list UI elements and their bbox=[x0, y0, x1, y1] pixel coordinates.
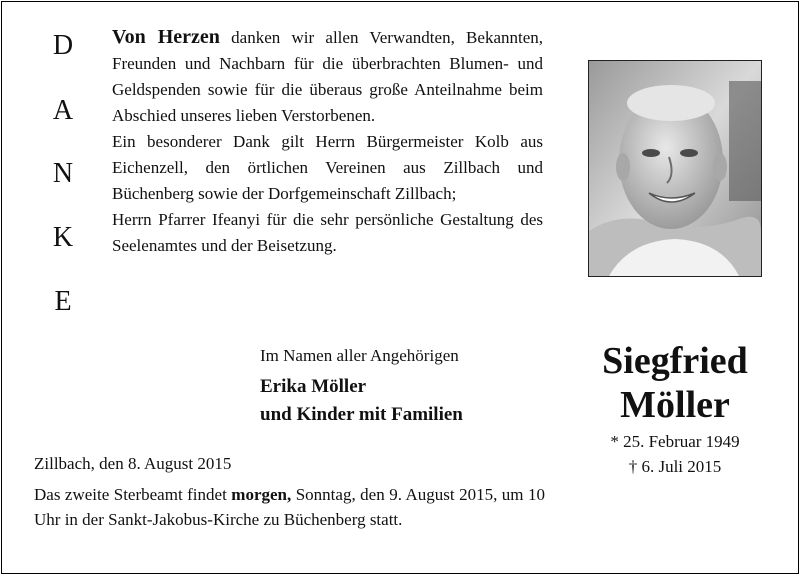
deceased-last-name: Möller bbox=[620, 384, 730, 426]
signature-family: und Kinder mit Familien bbox=[260, 404, 463, 425]
thanks-paragraph-1 bbox=[112, 24, 543, 129]
signature-intro: Im Namen aller Angehörigen bbox=[260, 346, 459, 365]
obituary-thanks-card bbox=[1, 1, 799, 574]
thanks-text bbox=[112, 24, 543, 259]
service-note-before: Das zweite Sterbeamt findet bbox=[34, 485, 232, 504]
thanks-paragraph-2: Ein besonderer Dank gilt Herrn Bürgermeister Kolb aus Eichenzell, den örtlichen Vereinen aus Zillbach und Büchenberg sowie der Dorfgemeinschaft Zillbach; bbox=[112, 132, 543, 203]
service-note bbox=[34, 482, 545, 532]
service-note-bold: morgen, bbox=[231, 485, 292, 504]
place-date: Zillbach, den 8. August 2015 bbox=[34, 454, 232, 473]
service-note-after: Sonntag, den 9. August 2015, um 10 Uhr in der Sankt-Jakobus-Kirche zu Büchenberg statt. bbox=[34, 485, 546, 529]
danke-letter-e: E bbox=[54, 286, 72, 317]
deceased-first-name: Siegfried bbox=[602, 340, 748, 382]
thanks-paragraph-1-text: danken wir allen Verwandten, Bekannten, Freunden und Nachbarn für die überbrachten Blumen- und Geldspenden sowie für die überaus große Anteilnahme beim Abschied unseres lieben Verstorbenen. bbox=[112, 28, 544, 125]
thanks-paragraph-3: Herrn Pfarrer Ifeanyi für die sehr persönliche Gestaltung des Seelenamtes und der Beisetzung. bbox=[112, 210, 543, 255]
death-date: † 6. Juli 2015 bbox=[628, 457, 722, 476]
danke-letter-n: N bbox=[52, 158, 74, 189]
danke-letter-k: K bbox=[52, 222, 74, 253]
danke-letter-d: D bbox=[52, 30, 74, 61]
signature-name: Erika Möller bbox=[260, 376, 367, 397]
portrait-photo-image bbox=[589, 61, 761, 276]
portrait-photo bbox=[588, 60, 762, 277]
thanks-lead: Von Herzen bbox=[112, 26, 220, 48]
birth-date: * 25. Februar 1949 bbox=[610, 432, 740, 451]
danke-letter-a: A bbox=[52, 95, 74, 126]
